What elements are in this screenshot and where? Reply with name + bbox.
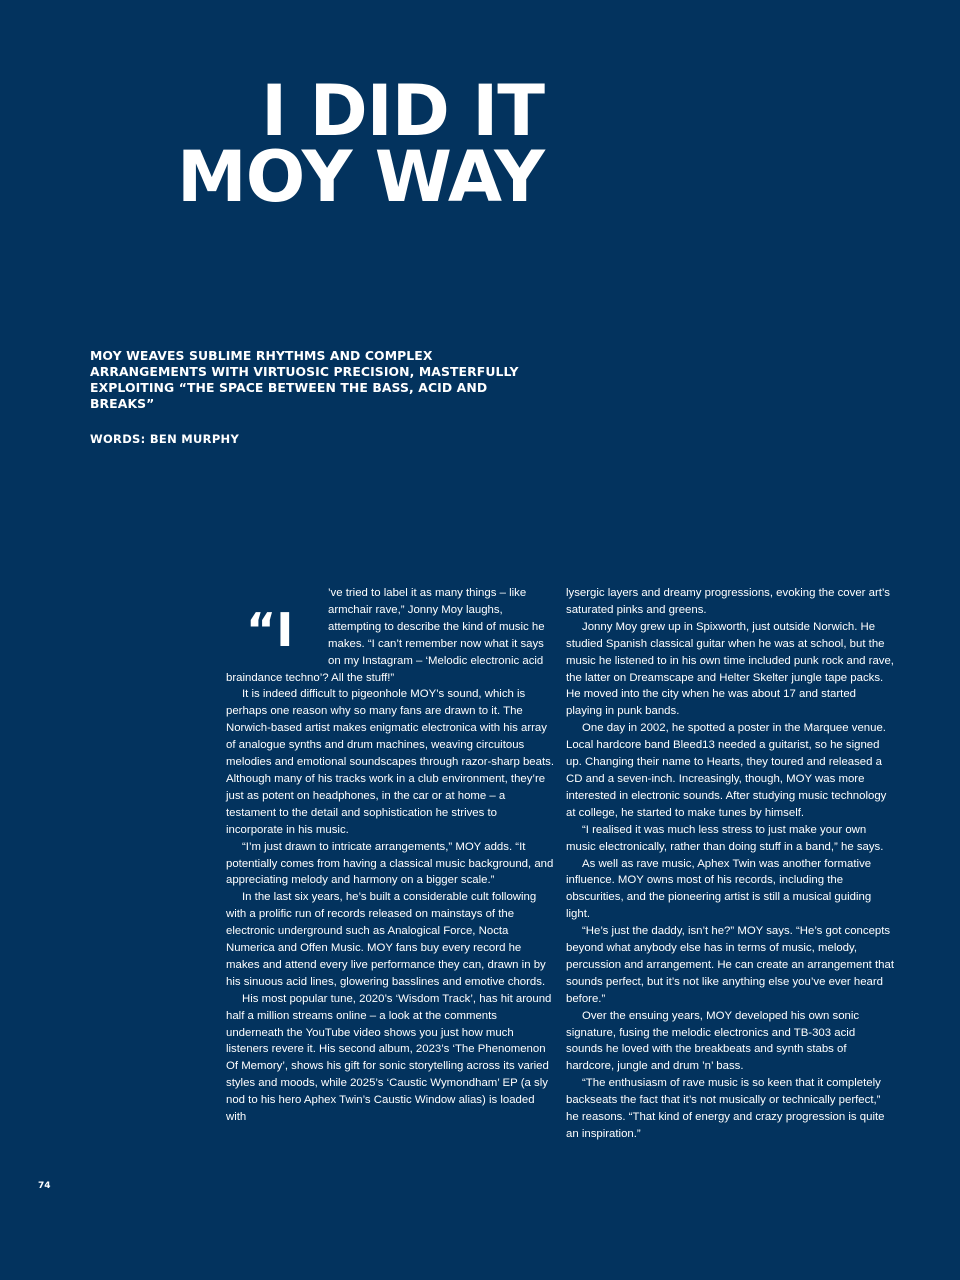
standfirst-artist-name: MOY xyxy=(90,348,122,363)
body-paragraph: “I realised it was much less stress to just make your own music electronically, rather than doing stuff in a band,” he says. xyxy=(566,823,884,853)
body-paragraph: ’ve tried to label it as many things – like armchair rave,” Jonny Moy laughs, attempting to describe the kind of music he makes. “I can’t remember now what it says on my Instagram – ‘Melodic electronic acid braindance techno’? All the stuff!” xyxy=(226,587,545,684)
body-column-left xyxy=(226,585,554,1126)
drop-cap: “I xyxy=(246,603,294,657)
body-paragraph: “He’s just the daddy, isn’t he?” MOY says. “He’s got concepts beyond what anybody else has in terms of music, melody, percussion and arrangement. He can create an arrangement that sounds perfect, but it’s not like anything else you’ve ever heard before.” xyxy=(566,925,894,1005)
body-paragraph: In the last six years, he’s built a considerable cult following with a prolific run of records released on mainstays of the electronic underground such as Analogical Force, Nocta Numerica and Offen Music. MOY fans buy every record he makes and attend every live performance they can, drawn in by his sinuous acid lines, glowering basslines and emotive chords. xyxy=(226,891,546,988)
body-paragraph: As well as rave music, Aphex Twin was another formative influence. MOY owns most of his records, including the obscurities, and the pioneering artist is still a musical guiding light. xyxy=(566,857,872,921)
headline-line-2: MOY WAY xyxy=(177,136,544,218)
body-paragraph: lysergic layers and dreamy progressions, evoking the cover art’s saturated pinks and greens. xyxy=(566,587,890,616)
body-paragraph: It is indeed difficult to pigeonhole MOY’s sound, which is perhaps one reason why so many fans are drawn to it. The Norwich-based artist makes enigmatic electronica with his array of analogue synths and drum machines, weaving circuitous melodies and emotional soundscapes through razor-sharp beats. Although many of his tracks work in a club environment, they’re just as potent on headphones, in the car or at home – a testament to the detail and sophistication he strives to incorporate in his music. xyxy=(226,688,554,836)
byline: WORDS: BEN MURPHY xyxy=(90,432,240,446)
body-paragraph: His most popular tune, 2020’s ‘Wisdom Track’, has hit around half a million streams online – a look at the comments underneath the YouTube video shows you just how much listeners revere it. His second album, 2023’s ‘The Phenomenon Of Memory’, shows his gift for sonic storytelling across its varied styles and moods, while 2025’s ‘Caustic Wymondham’ EP (a sly nod to his hero Aphex Twin’s Caustic Window alias) is loaded with xyxy=(226,992,552,1124)
headline-line-1: I DID IT xyxy=(261,70,544,152)
page-number: 74 xyxy=(38,1181,51,1191)
body-paragraph: Jonny Moy grew up in Spixworth, just outside Norwich. He studied Spanish classical guitar when he was at school, but the music he listened to in his own time included punk rock and rave, the latter on Dreamscape and Helter Skelter jungle tape packs. He moved into the city when he was about 17 and started playing in punk bands. xyxy=(566,620,894,718)
headline xyxy=(84,70,544,218)
body-column-right xyxy=(566,585,894,1143)
standfirst xyxy=(90,348,530,412)
body-paragraph: Over the ensuing years, MOY developed his own sonic signature, fusing the melodic electronics and TB-303 acid sounds he loved with the breakbeats and synth stabs of hardcore, jungle and drum ’n’ bass. xyxy=(566,1009,860,1073)
body-paragraph: “I’m just drawn to intricate arrangements,” MOY adds. “It potentially comes from having a classical music background, and appreciating melody and harmony on a bigger scale.” xyxy=(226,840,554,887)
standfirst-text: WEAVES SUBLIME RHYTHMS AND COMPLEX ARRANGEMENTS WITH VIRTUOSIC PRECISION, MASTERFULLY EXPLOITING “THE SPACE BETWEEN THE BASS, ACID AND BREAKS” xyxy=(90,348,519,411)
body-paragraph: “The enthusiasm of rave music is so keen that it completely backseats the fact that it’s not musically or technically perfect,” he reasons. “That kind of energy and crazy progression is quite an inspiration.” xyxy=(566,1077,885,1140)
body-paragraph: One day in 2002, he spotted a poster in the Marquee venue. Local hardcore band Bleed13 needed a guitarist, so he signed up. Changing their name to Hearts, they toured and released a CD and a seven-inch. Increasingly, though, MOY was more interested in electronic sounds. After studying music technology at college, he started to make tunes by himself. xyxy=(566,722,887,819)
